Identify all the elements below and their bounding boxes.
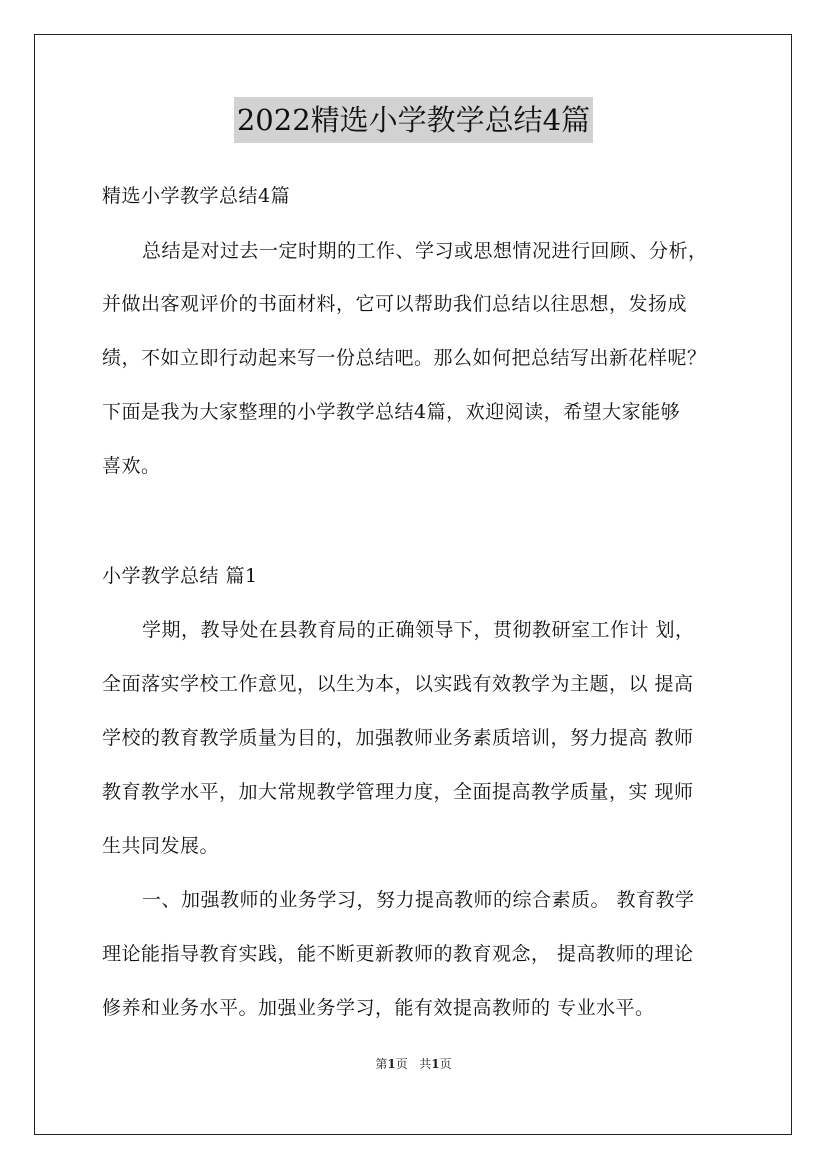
body-line: 全面落实学校工作意见，以生为本，以实践有效教学为主题，以 提高 xyxy=(102,673,694,695)
body-line: 教育教学水平，加大常规教学管理力度，全面提高教学质量，实 现师 xyxy=(102,781,694,803)
body-line: 生共同发展。 xyxy=(102,835,220,857)
page-footer xyxy=(0,1055,827,1072)
body-line: 理论能指导教育实践，能不断更新教师的教育观念， 提高教师的理论 xyxy=(102,943,694,965)
intro-line: 下面是我为大家整理的小学教学总结4篇，欢迎阅读，希望大家能够 xyxy=(102,401,681,423)
intro-line: 总结是对过去一定时期的工作、学习或思想情况进行回顾、分析， xyxy=(142,240,708,262)
title-wrapper xyxy=(0,97,827,143)
section-heading: 小学教学总结 篇1 xyxy=(102,565,258,587)
document-title: 2022精选小学教学总结4篇 xyxy=(234,97,593,143)
intro-line: 绩，不如立即行动起来写一份总结吧。那么如何把总结写出新花样呢？ xyxy=(102,347,707,369)
body-line: 一、加强教师的业务学习，努力提高教师的综合素质。 教育教学 xyxy=(142,889,695,911)
body-line: 修养和业务水平。加强业务学习，能有效提高教师的 专业水平。 xyxy=(102,997,655,1019)
body-line: 学校的教育教学质量为目的，加强教师业务素质培训，努力提高 教师 xyxy=(102,727,694,749)
page-number: 第1页 xyxy=(375,1057,408,1071)
intro-line: 并做出客观评价的书面材料，它可以帮助我们总结以往思想，发扬成 xyxy=(102,293,688,315)
intro-line: 喜欢。 xyxy=(102,455,161,477)
body-line: 学期，教导处在县教育局的正确领导下，贯彻教研室工作计 划， xyxy=(142,619,695,641)
document-subtitle: 精选小学教学总结4篇 xyxy=(102,185,291,207)
page-total: 共1页 xyxy=(419,1057,452,1071)
